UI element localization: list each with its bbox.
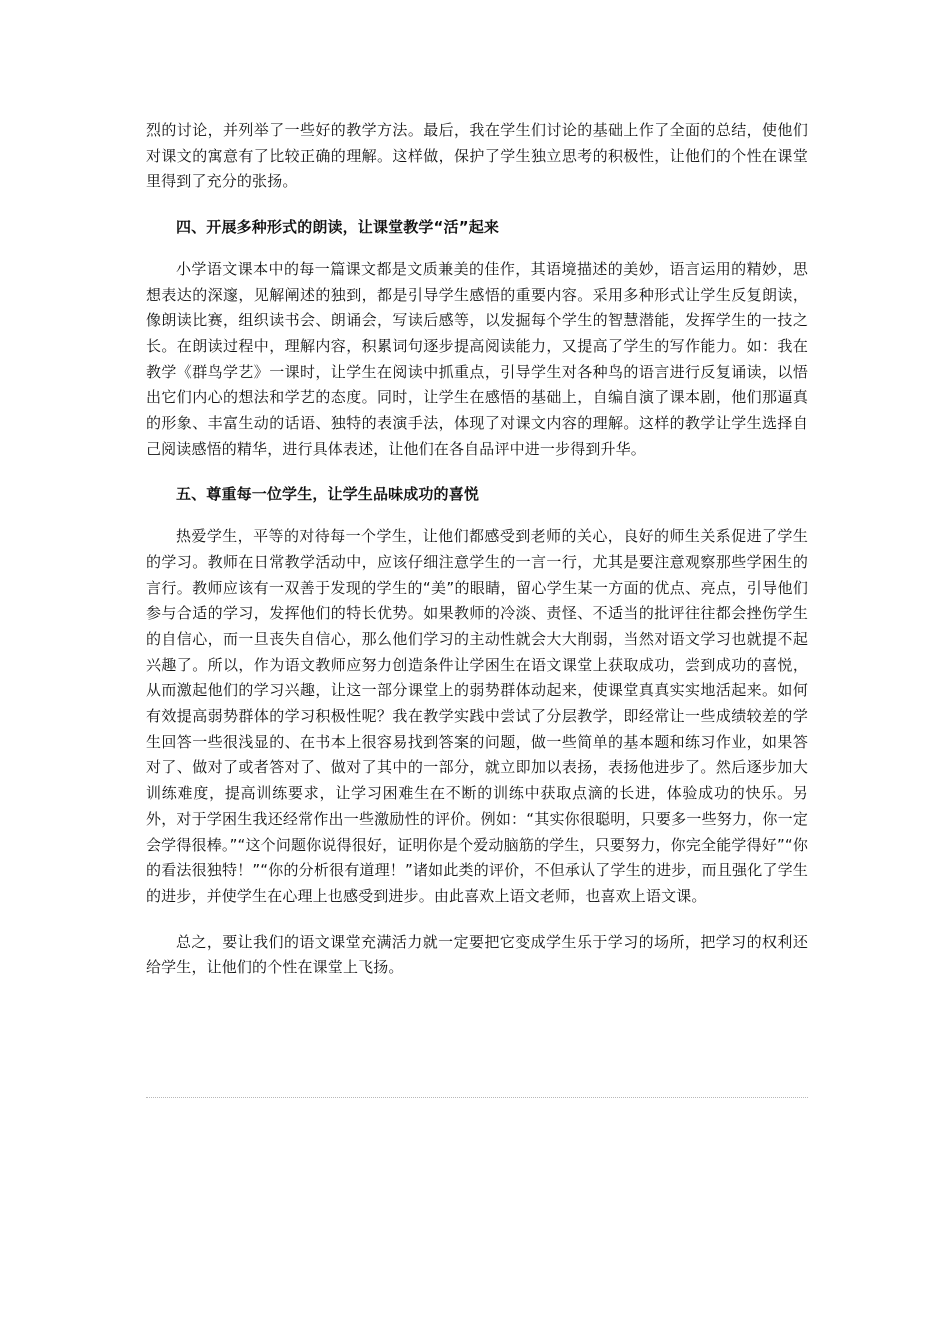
section-5-paragraph: 热爱学生，平等的对待每一个学生，让他们都感受到老师的关心，良好的师生关系促进了学生的学习。教师在日常教学活动中，应该仔细注意学生的一言一行，尤其是要注意观察那些学困生的言行。教师应该有一双善于发现的学生的“美”的眼睛，留心学生某一方面的优点、亮点，引导他们参与合适的学习，发挥他们的特长优势。如果教师的冷淡、责怪、不适当的批评往往都会挫伤学生的自信心，而一旦丧失自信心，那么他们学习的主动性就会大大削弱，当然对语文学习也就提不起兴趣了。所以，作为语文教师应努力创造条件让学困生在语文课堂上获取成功，尝到成功的喜悦，从而激起他们的学习兴趣，让这一部分课堂上的弱势群体动起来，使课堂真真实实地活起来。如何有效提高弱势群体的学习积极性呢？我在教学实践中尝试了分层教学，即经常让一些成绩较差的学生回答一些很浅显的、在书本上很容易找到答案的问题，做一些简单的基本题和练习作业，如果答对了、做对了或者答对了、做对了其中的一部分，就立即加以表扬，表扬他进步了。然后逐步加大训练难度，提高训练要求，让学习困难生在不断的训练中获取点滴的长进，体验成功的快乐。另外，对于学困生我还经常作出一些激励性的评价。例如：“其实你很聪明，只要多一些努力，你一定会学得很棒。”“这个问题你说得很好，证明你是个爱动脑筋的学生，只要努力，你完全能学得好”“你的看法很独特！”“你的分析很有道理！”诸如此类的评价，不但承认了学生的进步，而且强化了学生的进步，并使学生在心理上也感受到进步。由此喜欢上语文老师，也喜欢上语文课。 (146, 527, 808, 905)
section-heading-4: 四、开展多种形式的朗读，让课堂教学“活”起来 (176, 218, 500, 237)
conclusion-paragraph: 总之，要让我们的语文课堂充满活力就一定要把它变成学生乐于学习的场所，把学习的权利还给学生，让他们的个性在课堂上飞扬。 (146, 932, 808, 977)
section-4-paragraph: 小学语文课本中的每一篇课文都是文质兼美的佳作，其语境描述的美妙，语言运用的精妙，思想表达的深邃，见解阐述的独到，都是引导学生感悟的重要内容。采用多种形式让学生反复朗读，像朗读比赛，组织读书会、朗诵会，写读后感等，以发掘每个学生的智慧潜能，发挥学生的一技之长。在朗读过程中，理解内容，积累词句逐步提高阅读能力，又提高了学生的写作能力。如：我在教学《群鸟学艺》一课时，让学生在阅读中抓重点，引导学生对各种鸟的语言进行反复诵读，以悟出它们内心的想法和学艺的态度。同时，让学生在感悟的基础上，自编自演了课本剧，他们那逼真的形象、丰富生动的话语、独特的表演手法，体现了对课文内容的理解。这样的教学让学生选择自己阅读感悟的精华，进行具体表述，让他们在各自品评中进一步得到升华。 (146, 259, 808, 458)
footer-divider (146, 1097, 808, 1098)
section-heading-5: 五、尊重每一位学生，让学生品味成功的喜悦 (176, 485, 480, 504)
document-body (146, 118, 808, 981)
intro-paragraph: 烈的讨论，并列举了一些好的教学方法。最后，我在学生们讨论的基础上作了全面的总结，使他们对课文的寓意有了比较正确的理解。这样做，保护了学生独立思考的积极性，让他们的个性在课堂里得到了充分的张扬。 (146, 121, 808, 191)
